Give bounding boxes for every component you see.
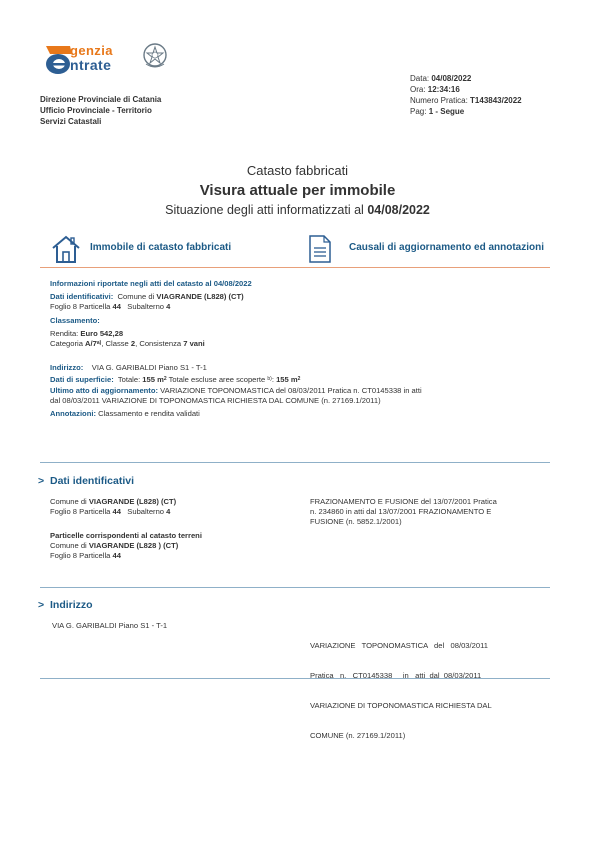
document-meta — [410, 73, 522, 117]
indirizzo-right-line: VARIAZIONE TOPONOMASTICA del 08/03/2011 — [310, 641, 488, 650]
particelle-comune: Comune di VIAGRANDE (L828 ) (CT) — [50, 541, 179, 550]
dati-foglio: Foglio 8 Particella 44 Subalterno 4 — [50, 507, 171, 516]
tab-causali[interactable]: Causali di aggiornamento ed annotazioni — [349, 242, 545, 253]
dati-right-line: FUSIONE (n. 5852.1/2001) — [310, 517, 402, 526]
blue-divider — [40, 678, 550, 679]
indirizzo-right — [310, 621, 550, 751]
classamento-label: Classamento: — [50, 316, 100, 325]
meta-ora: Ora: 12:34:16 — [410, 85, 460, 94]
indirizzo-right-line: COMUNE (n. 27169.1/2011) — [310, 731, 406, 740]
indirizzo-right-line: Pratica n. CT0145338 in atti dal 08/03/2011 — [310, 671, 482, 680]
logo-word-ntrate: ntrate — [70, 57, 112, 73]
info-heading: Informazioni riportate negli atti del catasto al 04/08/2022 — [50, 279, 252, 288]
dati-right-line: n. 234860 in atti dal 13/07/2001 FRAZIONAMENTO E — [310, 507, 492, 516]
document-icon — [309, 235, 331, 263]
chevron-right-icon: > — [38, 599, 45, 611]
annotazioni-row: Annotazioni: Classamento e rendita validati — [50, 409, 200, 418]
office-line: Servizi Catastali — [40, 117, 102, 126]
categoria-row: Categoria A/7$^{a)}$, Classe 2, Consistenza 7 vani — [50, 339, 205, 348]
tab-immobile[interactable]: Immobile di catasto fabbricati — [90, 242, 232, 253]
particelle-heading: Particelle corrispondenti al catasto terreni — [50, 531, 202, 540]
blue-divider — [40, 462, 550, 463]
dati-row: Dati identificativi: Comune di VIAGRANDE (L828) (CT) — [50, 292, 244, 301]
meta-data: Data: 04/08/2022 — [410, 74, 472, 83]
document-category: Catasto fabbricati — [246, 163, 349, 178]
meta-pratica: Numero Pratica: T143843/2022 — [410, 96, 522, 105]
indirizzo-right-line: VARIAZIONE DI TOPONOMASTICA RICHIESTA DAL — [310, 701, 492, 710]
foglio-row: Foglio 8 Particella 44 Subalterno 4 — [50, 302, 171, 311]
office-block — [40, 94, 161, 127]
chevron-right-icon: > — [38, 475, 45, 487]
meta-pag: Pag: 1 - Segue — [410, 107, 465, 116]
dati-right-line: FRAZIONAMENTO E FUSIONE del 13/07/2001 Pratica — [310, 497, 497, 506]
ultimo-atto-row-2: dal 08/03/2011 VARIAZIONE DI TOPONOMASTICA RICHIESTA DAL COMUNE (n. 27169.1/2011) — [50, 396, 381, 405]
italian-republic-emblem-icon — [142, 42, 168, 70]
document-subtitle: Situazione degli atti informatizzati al 04/08/2022 — [165, 203, 430, 217]
section-dati-heading[interactable]: > Dati identificativi — [38, 475, 134, 487]
indirizzo-row: Indirizzo: VIA G. GARIBALDI Piano S1 - T-1 — [50, 363, 207, 372]
dati-right — [310, 497, 550, 527]
section-indirizzo-heading[interactable]: > Indirizzo — [38, 599, 93, 611]
particelle-foglio: Foglio 8 Particella 44 — [50, 551, 121, 560]
blue-divider — [40, 587, 550, 588]
dati-left — [50, 497, 300, 561]
house-icon — [51, 234, 81, 264]
document-title: Visura attuale per immobile — [199, 182, 396, 199]
orange-divider — [40, 267, 550, 268]
office-line: Direzione Provinciale di Catania — [40, 95, 162, 104]
rendita-row: Rendita: Euro 542,28 — [50, 329, 124, 338]
info-block — [50, 279, 550, 419]
ultimo-atto-row: Ultimo atto di aggiornamento: VARIAZIONE TOPONOMASTICA del 08/03/2011 Pratica n. CT0145338 in atti — [50, 386, 422, 395]
superficie-row: Dati di superficie: Totale: 155 $m^2$ Totale escluse aree scoperte $^{b)}$: 155 $m^2$ — [50, 375, 301, 384]
indirizzo-left: VIA G. GARIBALDI Piano S1 - T-1 — [52, 621, 168, 630]
logo-word-genzia: genzia — [70, 43, 113, 58]
office-line: Ufficio Provinciale - Territorio — [40, 106, 152, 115]
dati-comune: Comune di VIAGRANDE (L828) (CT) — [50, 497, 177, 506]
